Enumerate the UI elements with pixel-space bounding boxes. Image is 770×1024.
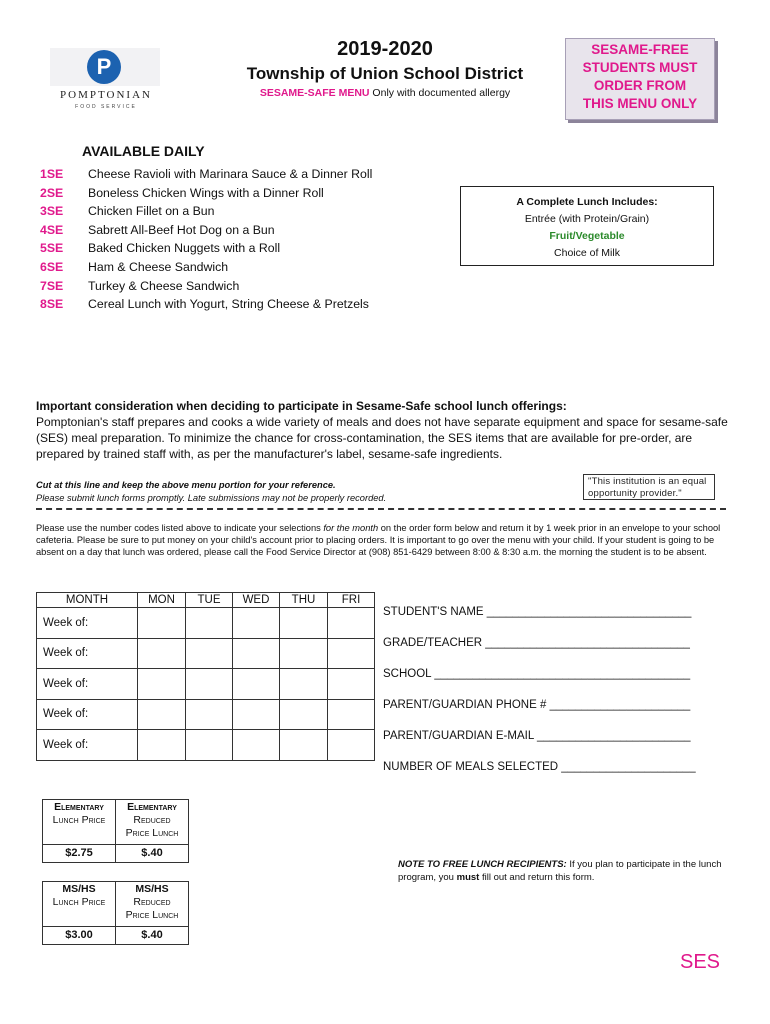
complete-lunch-box — [460, 186, 714, 266]
sesame-line: STUDENTS MUST — [582, 60, 698, 75]
menu-item — [40, 241, 372, 260]
cut-line-divider — [36, 508, 726, 510]
menu-item-code: 4SE — [40, 222, 64, 237]
day-cell[interactable] — [138, 608, 186, 639]
table-row — [37, 699, 375, 730]
school-field[interactable]: SCHOOL ________________________________________ — [383, 668, 691, 680]
instructions-italic: for the month — [323, 523, 379, 533]
logo-name: POMPTONIAN — [60, 89, 152, 101]
week-of-cell[interactable]: Week of: — [37, 638, 138, 669]
day-cell[interactable] — [138, 730, 186, 761]
menu-item-code: 8SE — [40, 297, 64, 312]
mshs-reduced-header — [116, 882, 189, 927]
menu-item-code: 5SE — [40, 241, 64, 256]
logo-p-icon: P — [87, 50, 121, 84]
week-of-cell[interactable]: Week of: — [37, 608, 138, 639]
menu-item — [40, 279, 372, 298]
day-cell[interactable] — [233, 669, 280, 700]
day-cell[interactable] — [328, 638, 375, 669]
sesame-line: ORDER FROM — [593, 78, 687, 93]
day-cell[interactable] — [233, 638, 280, 669]
week-of-cell[interactable]: Week of: — [37, 699, 138, 730]
day-cell[interactable] — [233, 699, 280, 730]
day-cell[interactable] — [138, 699, 186, 730]
instructions-part1: Please use the number codes listed above to indicate your selections — [36, 523, 324, 533]
price-value-row — [43, 845, 189, 863]
day-cell[interactable] — [186, 699, 233, 730]
important-body: Pomptonian's staff prepares and cooks a wide variety of meals and does not have separate equipment and space for sesame-safe (SES) meal preparation. To minimize the chance for cross-contamination, the SES items that are available for pre-order, are prepared by trained staff with, as per the manufacturer's label, sesame-safe ingredients. — [36, 415, 728, 461]
day-cell[interactable] — [186, 669, 233, 700]
menu-items-list — [40, 167, 372, 316]
menu-item-code: 3SE — [40, 204, 64, 219]
complete-lunch-fruit-veg: Fruit/Vegetable — [549, 230, 625, 242]
pomptonian-logo — [46, 48, 166, 118]
elementary-lunch-price: $2.75 — [43, 845, 116, 863]
price-col-title: MS/HS — [135, 883, 169, 895]
menu-item-code: 7SE — [40, 278, 64, 293]
sesame-line: THIS MENU ONLY — [582, 96, 698, 111]
price-header-row — [43, 882, 189, 927]
week-of-cell[interactable]: Week of: — [37, 669, 138, 700]
menu-item-code: 6SE — [40, 259, 64, 274]
header-thu: THU — [280, 593, 328, 608]
price-col-sub: Price Lunch — [125, 827, 179, 839]
footer-code: SES — [680, 951, 721, 973]
important-heading: Important consideration when deciding to participate in Sesame-Safe school lunch offerings: — [36, 399, 567, 413]
day-cell[interactable] — [186, 638, 233, 669]
menu-subtitle — [200, 87, 570, 99]
day-cell[interactable] — [280, 638, 328, 669]
note-must: must — [456, 872, 480, 883]
menu-note: Only with documented allergy — [369, 87, 511, 99]
complete-lunch-title: A Complete Lunch Includes: — [516, 196, 658, 208]
student-info-fields — [383, 606, 696, 792]
menu-item-code: 2SE — [40, 185, 64, 200]
day-cell[interactable] — [186, 730, 233, 761]
price-col-title: Elementary — [127, 801, 177, 813]
header-month: MONTH — [37, 593, 138, 608]
note-text: fill out and return this form. — [479, 872, 595, 883]
mshs-lunch-price: $3.00 — [43, 927, 116, 945]
menu-item — [40, 223, 372, 242]
day-cell[interactable] — [328, 730, 375, 761]
district-title: Township of Union School District — [246, 64, 524, 83]
day-cell[interactable] — [280, 699, 328, 730]
day-cell[interactable] — [328, 669, 375, 700]
day-cell[interactable] — [280, 669, 328, 700]
day-cell[interactable] — [138, 638, 186, 669]
menu-item-name: Cereal Lunch with Yogurt, String Cheese & Pretzels — [88, 297, 369, 312]
day-cell[interactable] — [138, 669, 186, 700]
header-tue: TUE — [186, 593, 233, 608]
menu-item — [40, 297, 372, 316]
day-cell[interactable] — [280, 608, 328, 639]
table-row — [37, 730, 375, 761]
complete-lunch-entree: Entrée (with Protein/Grain) — [524, 213, 650, 225]
menu-item-name: Cheese Ravioli with Marinara Sauce & a Dinner Roll — [88, 167, 373, 181]
order-instructions — [36, 522, 726, 558]
price-header-row — [43, 800, 189, 845]
price-col-sub: Lunch Price — [52, 896, 106, 908]
menu-item-name: Sabrett All-Beef Hot Dog on a Bun — [88, 222, 275, 237]
menu-item — [40, 167, 372, 186]
grade-teacher-field[interactable]: GRADE/TEACHER ________________________________ — [383, 637, 690, 649]
complete-lunch-milk: Choice of Milk — [554, 247, 620, 259]
price-col-sub: Lunch Price — [52, 814, 106, 826]
free-lunch-note — [398, 858, 728, 884]
elementary-lunch-price-header — [43, 800, 116, 845]
menu-item-name: Boneless Chicken Wings with a Dinner Roll — [88, 185, 324, 200]
menu-item-name: Turkey & Cheese Sandwich — [88, 278, 240, 293]
week-of-cell[interactable]: Week of: — [37, 730, 138, 761]
menu-item — [40, 260, 372, 279]
table-row — [37, 669, 375, 700]
mshs-reduced-price: $.40 — [116, 927, 189, 945]
equal-opportunity-box: "This institution is an equal opportunity provider." — [583, 474, 715, 500]
day-cell[interactable] — [186, 608, 233, 639]
header-mon: MON — [138, 593, 186, 608]
cut-line-note — [36, 479, 386, 505]
student-name-field[interactable]: STUDENT'S NAME ________________________________ — [383, 606, 692, 618]
day-cell[interactable] — [328, 699, 375, 730]
table-header-row — [37, 593, 375, 608]
menu-item — [40, 204, 372, 223]
table-row — [37, 608, 375, 639]
note-heading: NOTE TO FREE LUNCH RECIPIENTS: — [398, 859, 567, 870]
day-cell[interactable] — [233, 730, 280, 761]
day-cell[interactable] — [280, 730, 328, 761]
menu-item — [40, 186, 372, 205]
day-cell[interactable] — [233, 608, 280, 639]
school-year: 2019-2020 — [337, 38, 433, 60]
menu-item-name: Baked Chicken Nuggets with a Roll — [88, 241, 281, 256]
logo-subtitle: FOOD SERVICE — [75, 104, 137, 110]
price-col-title: MS/HS — [62, 883, 96, 895]
table-row — [37, 638, 375, 669]
elementary-reduced-header — [116, 800, 189, 845]
sesame-line: SESAME-FREE — [591, 42, 689, 57]
available-daily-title: AVAILABLE DAILY — [82, 143, 205, 159]
price-col-sub: Reduced — [133, 814, 171, 826]
order-form-table — [36, 592, 375, 761]
submit-note: Please submit lunch forms promptly. Late submissions may not be properly recorded. — [36, 493, 387, 503]
parent-phone-field[interactable]: PARENT/GUARDIAN PHONE # ______________________ — [383, 699, 691, 711]
note-text: If you plan to participate in the lunch program, you — [398, 859, 722, 883]
elementary-price-table — [42, 799, 189, 863]
price-col-title: Elementary — [54, 801, 104, 813]
day-cell[interactable] — [328, 608, 375, 639]
sesame-free-notice — [565, 38, 715, 120]
price-value-row — [43, 927, 189, 945]
parent-email-field[interactable]: PARENT/GUARDIAN E-MAIL ________________________ — [383, 730, 691, 742]
mshs-price-table — [42, 881, 189, 945]
price-col-sub: Price Lunch — [125, 909, 179, 921]
menu-label: SESAME-SAFE MENU — [259, 87, 370, 99]
price-col-sub: Reduced — [133, 896, 171, 908]
meals-selected-field[interactable]: NUMBER OF MEALS SELECTED _____________________ — [383, 761, 696, 773]
menu-item-name: Ham & Cheese Sandwich — [88, 259, 229, 274]
elementary-reduced-price: $.40 — [116, 845, 189, 863]
header-wed: WED — [233, 593, 280, 608]
important-consideration — [36, 398, 736, 462]
header-fri: FRI — [328, 593, 375, 608]
menu-item-code: 1SE — [40, 167, 64, 181]
logo-mark — [50, 48, 160, 86]
menu-item-name: Chicken Fillet on a Bun — [88, 204, 215, 219]
instructions-part2: on the order form below and return it by 1 week prior in an envelope to your school cafeteria. Please be sure to put money on your child's account prior to placing orders. It is important to go over the menu with your child. If your student is going to be absent on a day that lunch was ordered, please call the Food Service Director at (908) 851-6429 between 8:00 & 8:30 a.m. the morning the student is to be absent. — [36, 523, 721, 557]
cut-line-text: Cut at this line and keep the above menu portion for your reference. — [36, 480, 336, 490]
mshs-lunch-price-header — [43, 882, 116, 927]
